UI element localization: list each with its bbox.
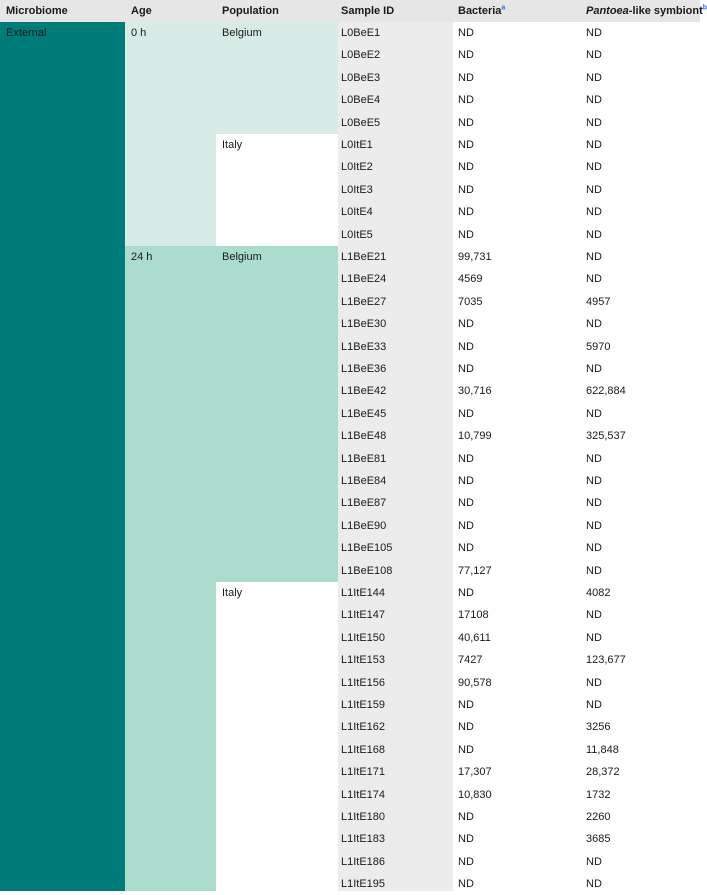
age-0h-cell bbox=[125, 22, 216, 246]
table-row bbox=[338, 560, 700, 582]
table-row bbox=[338, 470, 700, 492]
pantoea-count-cell: ND bbox=[586, 206, 602, 219]
sample-id-cell: L1BeE42 bbox=[341, 385, 387, 398]
pantoea-count-cell: ND bbox=[586, 273, 602, 286]
header-bacteria-label: Bacteria bbox=[458, 5, 502, 17]
pantoea-count-cell: ND bbox=[586, 497, 602, 510]
table-row bbox=[338, 716, 700, 738]
table-row bbox=[338, 44, 700, 66]
bacteria-count-cell: ND bbox=[458, 452, 474, 465]
sample-id-cell: L0BeE3 bbox=[341, 71, 381, 84]
footnote-marker-b[interactable]: b bbox=[702, 4, 707, 12]
table-row bbox=[338, 336, 700, 358]
sample-id-cell: L1ItE168 bbox=[341, 743, 386, 756]
bacteria-count-cell: ND bbox=[458, 497, 474, 510]
bacteria-count-cell: ND bbox=[458, 587, 474, 599]
bacteria-count-cell: 77,127 bbox=[458, 564, 492, 577]
table-row bbox=[338, 627, 700, 649]
table-row bbox=[338, 89, 700, 111]
pantoea-count-cell: 4082 bbox=[586, 587, 611, 599]
sample-id-cell: L1BeE108 bbox=[341, 564, 393, 577]
table-row bbox=[338, 806, 700, 828]
pantoea-count-cell: ND bbox=[586, 318, 602, 331]
sample-id-cell: L0BeE4 bbox=[341, 94, 381, 107]
bacteria-count-cell: 7427 bbox=[458, 654, 483, 667]
table-row bbox=[338, 22, 700, 44]
pantoea-count-cell: ND bbox=[586, 564, 602, 577]
sample-id-cell: L0ItE5 bbox=[341, 228, 373, 241]
bacteria-count-cell: ND bbox=[458, 116, 474, 129]
sample-id-cell: L1ItE162 bbox=[341, 721, 386, 734]
header-pantoea-genus: Pantoea bbox=[586, 5, 629, 17]
pantoea-count-cell: ND bbox=[586, 699, 602, 711]
bacteria-count-cell: 90,578 bbox=[458, 676, 492, 689]
footnote-marker-a[interactable]: a bbox=[501, 4, 506, 12]
population-24h-belgium-label: Belgium bbox=[222, 251, 262, 263]
sample-id-cell: L1ItE195 bbox=[341, 878, 386, 891]
bacteria-count-cell: ND bbox=[458, 206, 474, 219]
bacteria-count-cell: 17,307 bbox=[458, 766, 492, 779]
pantoea-count-cell: ND bbox=[586, 228, 602, 241]
age-24h-cell bbox=[125, 246, 216, 891]
pantoea-count-cell: ND bbox=[586, 631, 602, 644]
sample-id-cell: L1BeE27 bbox=[341, 295, 387, 308]
pantoea-count-cell: ND bbox=[586, 452, 602, 465]
sample-id-cell: L1ItE150 bbox=[341, 631, 386, 644]
bacteria-count-cell: ND bbox=[458, 161, 474, 174]
bacteria-count-cell: 30,716 bbox=[458, 385, 492, 398]
bacteria-count-cell: ND bbox=[458, 519, 474, 532]
bacteria-count-cell: 7035 bbox=[458, 295, 483, 308]
table-row bbox=[338, 582, 700, 604]
pantoea-count-cell: ND bbox=[586, 116, 602, 129]
sample-id-cell: L1ItE156 bbox=[341, 676, 386, 689]
table-row bbox=[338, 448, 700, 470]
table-row bbox=[338, 134, 700, 156]
bacteria-count-cell: ND bbox=[458, 183, 474, 196]
table-row bbox=[338, 291, 700, 313]
sample-id-cell: L1ItE144 bbox=[341, 587, 386, 599]
table-row bbox=[338, 694, 700, 716]
table-row bbox=[338, 851, 700, 873]
pantoea-count-cell: ND bbox=[586, 878, 602, 891]
bacteria-count-cell: ND bbox=[458, 721, 474, 734]
sample-id-cell: L1BeE48 bbox=[341, 430, 387, 443]
sample-id-cell: L1BeE84 bbox=[341, 475, 387, 487]
sample-id-cell: L1BeE105 bbox=[341, 542, 393, 555]
bacteria-count-cell: 4569 bbox=[458, 273, 483, 286]
table-header bbox=[0, 0, 707, 22]
table-row bbox=[338, 672, 700, 694]
sample-id-cell: L1BeE24 bbox=[341, 273, 387, 286]
pantoea-count-cell: 28,372 bbox=[586, 766, 620, 779]
bacteria-count-cell: 40,611 bbox=[458, 631, 491, 644]
header-bacteria bbox=[458, 0, 505, 22]
table-row bbox=[338, 313, 700, 335]
pantoea-count-cell: 4957 bbox=[586, 295, 611, 308]
sample-id-cell: L1BeE33 bbox=[341, 340, 387, 353]
sample-id-cell: L0BeE1 bbox=[341, 27, 381, 39]
microbiome-label: External bbox=[6, 27, 47, 39]
bacteria-count-cell: 10,799 bbox=[458, 430, 492, 443]
population-0h-belgium-cell bbox=[216, 22, 338, 134]
bacteria-count-cell: ND bbox=[458, 855, 474, 868]
table-row bbox=[338, 828, 700, 850]
header-sample-id: Sample ID bbox=[341, 5, 395, 17]
table-row bbox=[338, 761, 700, 783]
table-row bbox=[338, 604, 700, 626]
table-row bbox=[338, 873, 700, 895]
sample-id-cell: L0BeE2 bbox=[341, 49, 381, 62]
bacteria-count-cell: 10,830 bbox=[458, 788, 492, 801]
age-0h-label: 0 h bbox=[131, 27, 147, 39]
table-row bbox=[338, 224, 700, 246]
bacteria-count-cell: ND bbox=[458, 811, 474, 823]
table-row bbox=[338, 246, 700, 268]
pantoea-count-cell: 5970 bbox=[586, 340, 611, 353]
sample-id-cell: L1ItE159 bbox=[341, 699, 386, 711]
bacteria-count-cell: ND bbox=[458, 318, 474, 331]
table-row bbox=[338, 784, 700, 806]
bacteria-count-cell: ND bbox=[458, 542, 474, 555]
pantoea-count-cell: ND bbox=[586, 475, 602, 487]
sample-id-cell: L1ItE186 bbox=[341, 855, 386, 868]
table-row bbox=[338, 492, 700, 514]
pantoea-count-cell: ND bbox=[586, 139, 602, 151]
sample-id-cell: L0ItE1 bbox=[341, 139, 373, 151]
bacteria-count-cell: ND bbox=[458, 699, 474, 711]
bacteria-count-cell: ND bbox=[458, 475, 474, 487]
table-row bbox=[338, 268, 700, 290]
age-24h-label: 24 h bbox=[131, 251, 153, 263]
sample-id-cell: L1BeE45 bbox=[341, 407, 387, 420]
header-population: Population bbox=[222, 5, 279, 17]
table-row bbox=[338, 380, 700, 402]
table-row bbox=[338, 739, 700, 761]
sample-id-cell: L1BeE87 bbox=[341, 497, 387, 510]
table-row bbox=[338, 425, 700, 447]
pantoea-count-cell: ND bbox=[586, 609, 602, 622]
pantoea-count-cell: ND bbox=[586, 27, 602, 39]
pantoea-count-cell: 2260 bbox=[586, 811, 611, 823]
population-0h-italy-label: Italy bbox=[222, 139, 243, 151]
pantoea-count-cell: 123,677 bbox=[586, 654, 626, 667]
sample-id-cell: L1BeE30 bbox=[341, 318, 387, 331]
sample-id-cell: L0ItE3 bbox=[341, 183, 373, 196]
sample-id-cell: L1BeE90 bbox=[341, 519, 387, 532]
sample-id-cell: L0ItE4 bbox=[341, 206, 373, 219]
pantoea-count-cell: 11,848 bbox=[586, 743, 619, 756]
pantoea-count-cell: ND bbox=[586, 519, 602, 532]
pantoea-count-cell: 1732 bbox=[586, 788, 611, 801]
bacteria-count-cell: 99,731 bbox=[458, 251, 492, 263]
sample-id-cell: L1BeE81 bbox=[341, 452, 387, 465]
bacteria-count-cell: ND bbox=[458, 27, 474, 39]
bacteria-count-cell: ND bbox=[458, 228, 474, 241]
pantoea-count-cell: ND bbox=[586, 94, 602, 107]
pantoea-count-cell: ND bbox=[586, 855, 602, 868]
header-pantoea-symbiont bbox=[586, 0, 707, 22]
pantoea-count-cell: ND bbox=[586, 49, 602, 62]
pantoea-count-cell: ND bbox=[586, 71, 602, 84]
bacteria-count-cell: ND bbox=[458, 49, 474, 62]
sample-id-cell: L1ItE174 bbox=[341, 788, 386, 801]
bacteria-count-cell: 17108 bbox=[458, 609, 489, 622]
microbiome-group-cell bbox=[0, 22, 125, 891]
population-24h-italy-label: Italy bbox=[222, 587, 243, 599]
header-age: Age bbox=[131, 5, 152, 17]
table-row bbox=[338, 358, 700, 380]
header-microbiome: Microbiome bbox=[6, 5, 68, 17]
table-row bbox=[338, 403, 700, 425]
sample-id-cell: L1ItE183 bbox=[341, 833, 386, 846]
pantoea-count-cell: ND bbox=[586, 183, 602, 196]
sample-id-cell: L1ItE180 bbox=[341, 811, 386, 823]
sample-id-cell: L1BeE21 bbox=[341, 251, 387, 263]
header-pantoea-rest: -like symbiont bbox=[628, 5, 703, 17]
population-0h-italy-cell bbox=[216, 134, 338, 246]
pantoea-count-cell: 3685 bbox=[586, 833, 611, 846]
table-row bbox=[338, 515, 700, 537]
pantoea-count-cell: 3256 bbox=[586, 721, 611, 734]
sample-id-cell: L0BeE5 bbox=[341, 116, 381, 129]
sample-id-cell: L1BeE36 bbox=[341, 363, 387, 375]
bacteria-count-cell: ND bbox=[458, 363, 474, 375]
bacteria-count-cell: ND bbox=[458, 833, 474, 846]
pantoea-count-cell: ND bbox=[586, 542, 602, 555]
sample-id-cell: L1ItE153 bbox=[341, 654, 386, 667]
sample-id-cell: L0ItE2 bbox=[341, 161, 373, 174]
table-row bbox=[338, 179, 700, 201]
bacteria-count-cell: ND bbox=[458, 340, 474, 353]
pantoea-count-cell: 325,537 bbox=[586, 430, 626, 443]
table-row bbox=[338, 112, 700, 134]
sample-id-cell: L1ItE171 bbox=[341, 766, 386, 779]
pantoea-count-cell: ND bbox=[586, 407, 602, 420]
pantoea-count-cell: ND bbox=[586, 363, 602, 375]
bacteria-count-cell: ND bbox=[458, 139, 474, 151]
pantoea-count-cell: ND bbox=[586, 676, 602, 689]
table-row bbox=[338, 156, 700, 178]
population-24h-italy-cell bbox=[216, 582, 338, 891]
pantoea-count-cell: ND bbox=[586, 161, 602, 174]
bacteria-count-cell: ND bbox=[458, 407, 474, 420]
table-row bbox=[338, 537, 700, 559]
pantoea-count-cell: ND bbox=[586, 251, 602, 263]
table-row bbox=[338, 201, 700, 223]
bacteria-count-cell: ND bbox=[458, 743, 474, 756]
bacteria-count-cell: ND bbox=[458, 94, 474, 107]
bacteria-count-cell: ND bbox=[458, 71, 474, 84]
population-24h-belgium-cell bbox=[216, 246, 338, 582]
bacteria-count-cell: ND bbox=[458, 878, 474, 891]
table-row bbox=[338, 649, 700, 671]
population-0h-belgium-label: Belgium bbox=[222, 27, 262, 39]
pantoea-count-cell: 622,884 bbox=[586, 385, 626, 398]
table-row bbox=[338, 67, 700, 89]
sample-id-cell: L1ItE147 bbox=[341, 609, 386, 622]
